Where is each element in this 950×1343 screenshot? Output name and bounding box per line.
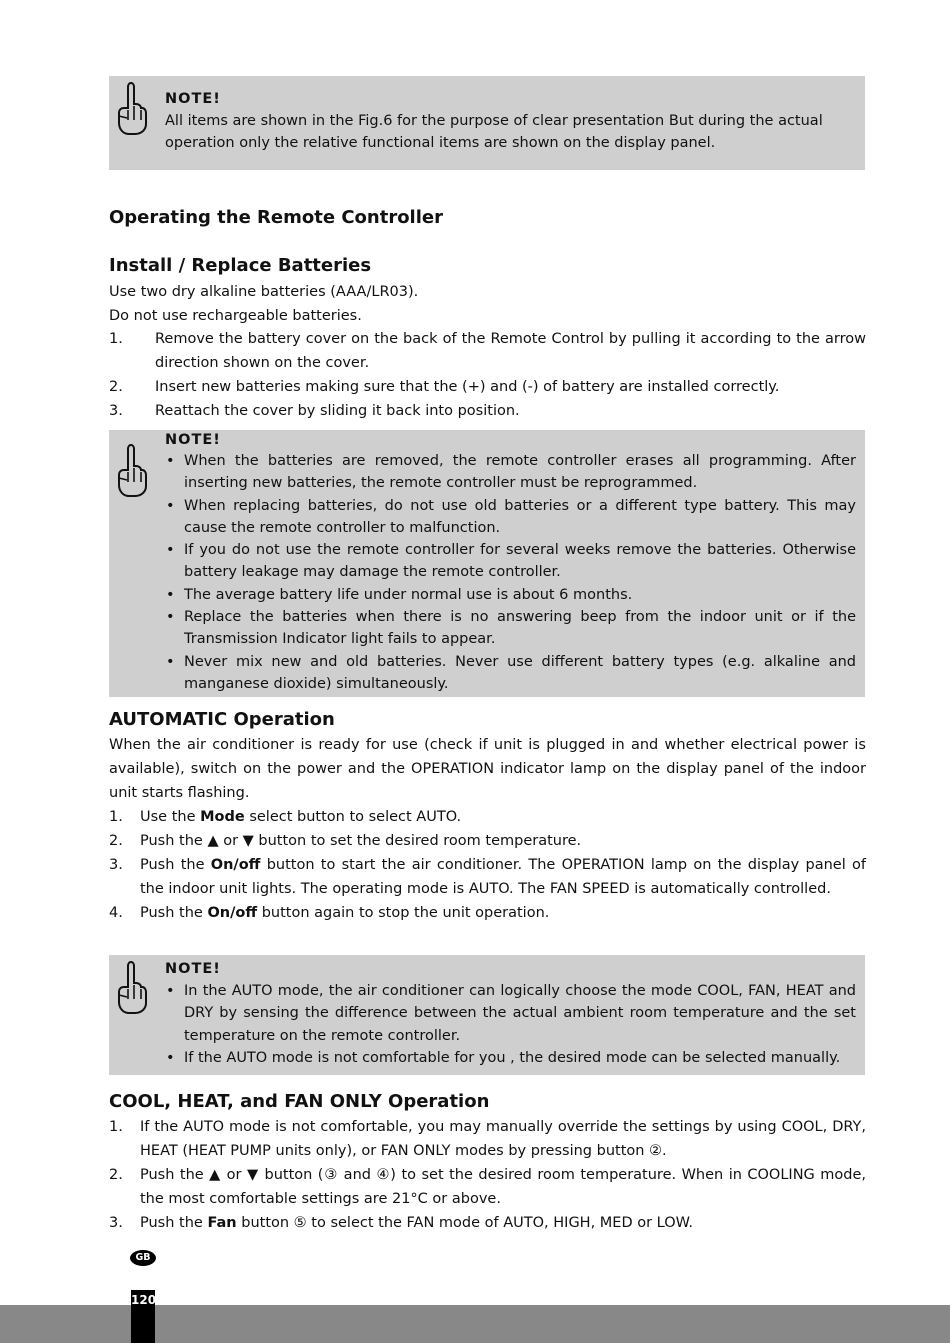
step-text: Push the (140, 905, 208, 921)
step-number: 3. (109, 403, 123, 419)
list-item: • If the AUTO mode is not comfortable for you , the desired mode can be selected manually. (165, 1047, 856, 1069)
pointing-hand-icon (115, 959, 149, 1015)
step-text: Push the ▲ or ▼ button to set the desired room temperature. (140, 833, 582, 849)
note-box-batteries (109, 430, 865, 697)
step-text: button again to stop the unit operation. (257, 905, 550, 921)
step-text: Use the (140, 809, 201, 825)
list-item: • When replacing batteries, do not use old batteries or a different type battery. This may cause the remote controller to malfunction. (165, 495, 856, 540)
step-text: select button to select AUTO. (244, 809, 462, 825)
pointing-hand-icon (115, 80, 149, 136)
heading-automatic: AUTOMATIC Operation (109, 709, 335, 730)
step-text: Reattach the cover by sliding it back into position. (155, 403, 520, 419)
automatic-steps (109, 805, 866, 925)
step-text: Insert new batteries making sure that the (+) and (-) of battery are installed correctly. (155, 379, 780, 395)
step-text: button ⑤ to select the FAN mode of AUTO, HIGH, MED or LOW. (236, 1215, 693, 1231)
batteries-intro-1: Use two dry alkaline batteries (AAA/LR03). (109, 284, 419, 300)
list-item (109, 1211, 866, 1235)
battery-steps (109, 327, 866, 423)
language-badge: GB (130, 1250, 156, 1266)
heading-operating: Operating the Remote Controller (109, 207, 443, 228)
button-name: Mode (200, 809, 245, 825)
note-title: NOTE! (165, 91, 221, 107)
list-item: • When the batteries are removed, the remote controller erases all programming. After inserting new batteries, the remote controller must be reprogrammed. (165, 450, 856, 495)
batteries-intro-2: Do not use rechargeable batteries. (109, 308, 362, 324)
step-text: Push the ▲ or ▼ button (③ and ④) to set the desired room temperature. When in COOLING mode, the most comfortable settings are 21°C or above. (140, 1167, 866, 1207)
step-number: 2. (109, 1167, 123, 1183)
list-item (109, 853, 866, 901)
note-list (165, 450, 856, 695)
step-number: 2. (109, 379, 123, 395)
list-item (109, 829, 866, 853)
automatic-intro: When the air conditioner is ready for use (check if unit is plugged in and whether electrical power is available), switch on the power and the OPERATION indicator lamp on the display panel of the indoor unit starts flashing. (109, 737, 866, 801)
step-number: 3. (109, 1215, 123, 1231)
note-box-auto (109, 955, 865, 1075)
note-title: NOTE! (165, 432, 221, 448)
list-item: • Replace the batteries when there is no answering beep from the indoor unit or if the Transmission Indicator light fails to appear. (165, 606, 856, 651)
step-number: 3. (109, 857, 123, 873)
step-number: 2. (109, 833, 123, 849)
step-text: If the AUTO mode is not comfortable, you may manually override the settings by using COOL, DRY, HEAT (HEAT PUMP units only), or FAN ONLY modes by pressing button ②. (140, 1119, 866, 1159)
step-text: Push the (140, 1215, 208, 1231)
step-number: 4. (109, 905, 123, 921)
note-box-fig (109, 76, 865, 170)
note-title: NOTE! (165, 961, 221, 977)
step-number: 1. (109, 1119, 123, 1135)
step-number: 1. (109, 809, 123, 825)
list-item (109, 375, 866, 399)
heading-batteries: Install / Replace Batteries (109, 255, 372, 276)
step-number: 1. (109, 331, 123, 347)
note-list (165, 980, 856, 1069)
list-item: • In the AUTO mode, the air conditioner can logically choose the mode COOL, FAN, HEAT and DRY by sensing the difference between the actual ambient room temperature and the set temperature on the remote controller. (165, 980, 856, 1047)
list-item (109, 805, 866, 829)
list-item (109, 1163, 866, 1211)
button-name: Fan (207, 1215, 237, 1231)
pointing-hand-icon (115, 442, 149, 498)
heading-cool-heat-fan: COOL, HEAT, and FAN ONLY Operation (109, 1091, 490, 1112)
list-item (109, 901, 866, 925)
list-item: • The average battery life under normal use is about 6 months. (165, 584, 856, 606)
list-item: • If you do not use the remote controller for several weeks remove the batteries. Otherwise battery leakage may damage the remote controller. (165, 539, 856, 584)
step-text: Push the (140, 857, 211, 873)
step-text: Remove the battery cover on the back of the Remote Control by pulling it according to the arrow direction shown on the cover. (155, 331, 866, 371)
list-item (109, 399, 866, 423)
page-number: 120 (131, 1293, 157, 1307)
list-item: • Never mix new and old batteries. Never use different battery types (e.g. alkaline and manganese dioxide) simultaneously. (165, 651, 856, 696)
note-text: All items are shown in the Fig.6 for the purpose of clear presentation But during the actual operation only the relative functional items are shown on the display panel. (165, 113, 823, 151)
step-text: button to start the air conditioner. The OPERATION lamp on the display panel of the indoor unit lights. The operating mode is AUTO. The FAN SPEED is automatically controlled. (140, 857, 866, 897)
cool-heat-fan-steps (109, 1115, 866, 1235)
list-item (109, 1115, 866, 1163)
button-name: On/off (210, 857, 261, 873)
list-item (109, 327, 866, 375)
button-name: On/off (207, 905, 258, 921)
